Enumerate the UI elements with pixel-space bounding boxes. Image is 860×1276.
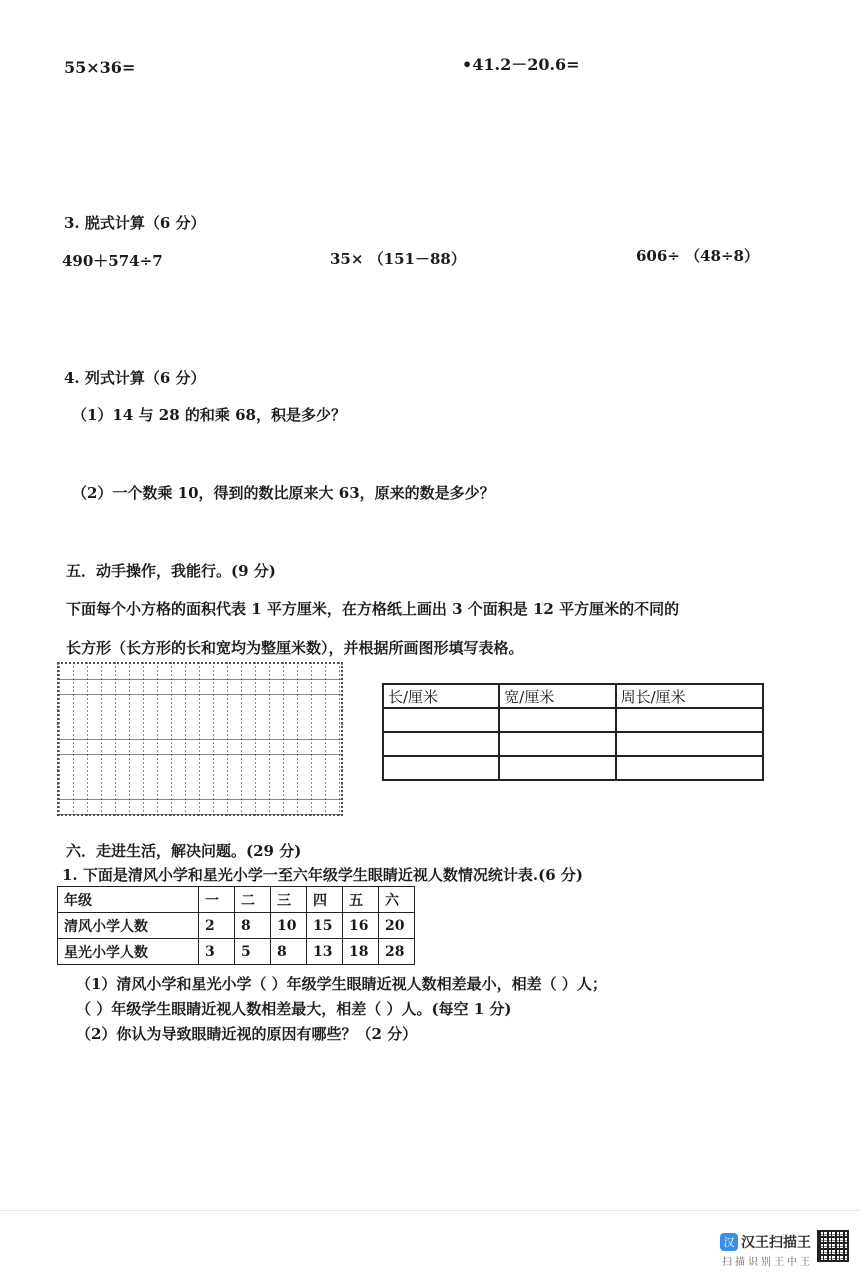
- table-cell: [616, 756, 763, 780]
- table-cell: 8: [235, 913, 271, 939]
- table-cell: [616, 708, 763, 732]
- section-6-sub-question-2: （2）你认为导致眼睛近视的原因有哪些？（2 分）: [76, 1025, 418, 1043]
- section-4-question-1: （1）14 与 28 的和乘 68，积是多少？: [72, 406, 346, 424]
- table-row: [58, 913, 415, 939]
- section-3-title: 3. 脱式计算（6 分）: [64, 214, 206, 232]
- calc-question-2: •41.2－20.6=: [462, 55, 580, 74]
- table-cell: 3: [199, 939, 235, 965]
- table-header-grade-1: 一: [199, 887, 235, 913]
- table-cell: [616, 732, 763, 756]
- section-6-sub-question-1-line-1: （1）清风小学和星光小学（ ）年级学生眼睛近视人数相差最小，相差（ ）人；: [76, 975, 607, 993]
- table-header-grade-4: 四: [307, 887, 343, 913]
- table-header-width: 宽/厘米: [499, 684, 615, 708]
- table-cell: 5: [235, 939, 271, 965]
- section-5-instruction-line-1: 下面每个小方格的面积代表 1 平方厘米，在方格纸上画出 3 个面积是 12 平方厘米的不同的: [66, 600, 680, 618]
- table-header-row: [58, 887, 415, 913]
- section-6-question-1-title: 1. 下面是清风小学和星光小学一至六年级学生眼睛近视人数情况统计表.(6 分): [62, 866, 583, 884]
- section-4-title: 4. 列式计算（6 分）: [64, 369, 206, 387]
- table-cell: [383, 756, 499, 780]
- table-cell: 15: [307, 913, 343, 939]
- table-cell: [383, 732, 499, 756]
- table-cell: 20: [379, 913, 415, 939]
- table-cell: [499, 732, 615, 756]
- table-cell: [499, 756, 615, 780]
- table-cell: 28: [379, 939, 415, 965]
- calc-question-1: 55×36=: [64, 58, 136, 77]
- rectangle-answer-table: [382, 683, 764, 781]
- row-label-qingfeng: 清风小学人数: [58, 913, 199, 939]
- section-3-question-3: 606÷ （48÷8）: [636, 247, 759, 265]
- table-cell: 18: [343, 939, 379, 965]
- table-header-grade: 年级: [58, 887, 199, 913]
- table-row: [383, 756, 763, 780]
- section-5-title: 五．动手操作，我能行。(9 分): [66, 562, 276, 580]
- section-3-question-1: 490＋574÷7: [62, 252, 163, 270]
- row-label-xingguang: 星光小学人数: [58, 939, 199, 965]
- table-header-grade-2: 二: [235, 887, 271, 913]
- scanner-brand: [720, 1232, 811, 1252]
- section-6-title: 六．走进生活，解决问题。(29 分): [66, 842, 302, 860]
- table-header-grade-6: 六: [379, 887, 415, 913]
- table-header-perimeter: 周长/厘米: [616, 684, 763, 708]
- table-cell: [499, 708, 615, 732]
- brand-logo-icon: 汉: [720, 1233, 738, 1251]
- table-row: [383, 708, 763, 732]
- table-cell: 8: [271, 939, 307, 965]
- brand-tagline: 扫描识别王中王: [722, 1257, 813, 1268]
- table-header-row: [383, 684, 763, 708]
- table-cell: 13: [307, 939, 343, 965]
- table-cell: 2: [199, 913, 235, 939]
- brand-name: 汉王扫描王: [741, 1235, 811, 1251]
- table-cell: 16: [343, 913, 379, 939]
- section-3-question-2: 35× （151－88）: [330, 250, 466, 268]
- table-header-length: 长/厘米: [383, 684, 499, 708]
- table-cell: 10: [271, 913, 307, 939]
- table-header-grade-3: 三: [271, 887, 307, 913]
- qr-code-icon: [817, 1230, 849, 1262]
- footer-divider: [0, 1210, 860, 1211]
- section-5-instruction-line-2: 长方形（长方形的长和宽均为整厘米数），并根据所画图形填写表格。: [66, 639, 524, 657]
- table-row: [383, 732, 763, 756]
- section-4-question-2: （2）一个数乘 10，得到的数比原来大 63，原来的数是多少？: [72, 484, 495, 502]
- table-row: [58, 939, 415, 965]
- grid-paper: [57, 662, 343, 816]
- myopia-statistics-table: [57, 886, 415, 965]
- table-header-grade-5: 五: [343, 887, 379, 913]
- section-6-sub-question-1-line-2: （ ）年级学生眼睛近视人数相差最大，相差（ ）人。(每空 1 分): [76, 1000, 512, 1018]
- table-cell: [383, 708, 499, 732]
